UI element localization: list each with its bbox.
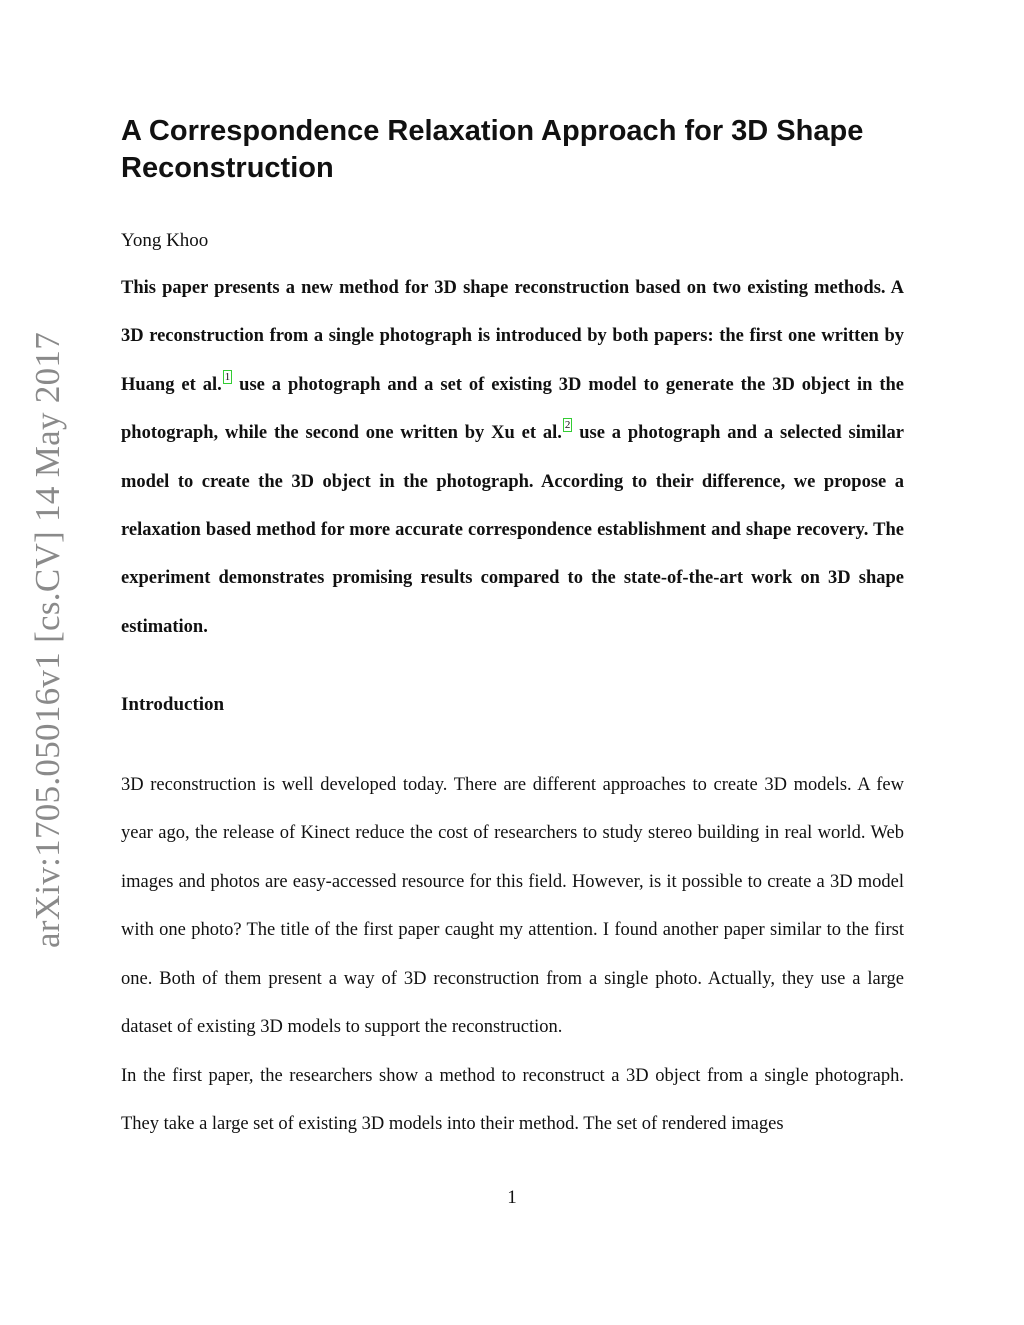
- citation-link-2[interactable]: 2: [564, 419, 571, 432]
- introduction-paragraph-2: In the first paper, the researchers show a method to reconstruct a 3D object from a single photograph. They take a large set of existing 3D models into their method. The set of rendered images: [121, 1066, 904, 1135]
- citation-link-1[interactable]: 1: [224, 370, 231, 383]
- abstract-text-part-2: use a photograph and a set of existing 3D model to generate the 3D object in the photograph, while the second one written by Xu et al.: [121, 374, 904, 444]
- introduction-paragraph-1: 3D reconstruction is well developed today. There are different approaches to create 3D models. A few year ago, the release of Kinect reduce the cost of researchers to study stereo building in real world. Web images and photos are easy-accessed resource for this field. However, is it possible to create a 3D model with one photo? The title of the first paper caught my attention. I found another paper similar to the first one. Both of them present a way of 3D reconstruction from a single photo. Actually, they use a large dataset of existing 3D models to support the reconstruction.: [121, 775, 904, 1038]
- abstract-text-part-1: This paper presents a new method for 3D shape reconstruction based on two existing methods. A 3D reconstruction from a single photograph is introduced by both papers: the first one written by Huang et al.: [121, 278, 904, 395]
- page-number: 1: [507, 1187, 517, 1208]
- arxiv-identifier-stamp: arXiv:1705.05016v1 [cs.CV] 14 May 2017: [28, 331, 67, 949]
- abstract: [121, 264, 904, 651]
- author-name: Yong Khoo: [121, 230, 209, 251]
- introduction-heading: Introduction: [121, 694, 225, 715]
- abstract-text-part-3: use a photograph and a selected similar model to create the 3D object in the photograph. According to their difference, we propose a relaxation based method for more accurate correspondence establishment and shape recovery. The experiment demonstrates promising results compared to the state-of-the-art work on 3D shape estimation.: [121, 423, 904, 637]
- paper-title: A Correspondence Relaxation Approach for 3D Shape Reconstruction: [121, 115, 864, 184]
